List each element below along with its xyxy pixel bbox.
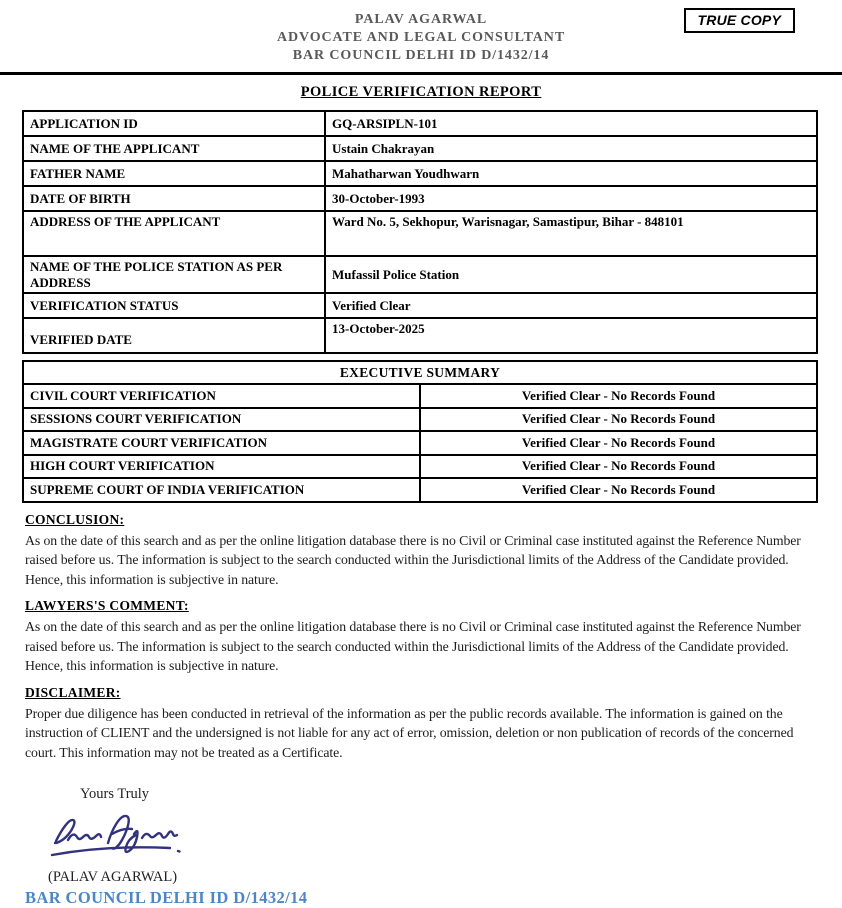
verification-label: SUPREME COURT OF INDIA VERIFICATION bbox=[23, 478, 420, 502]
verification-value: Verified Clear - No Records Found bbox=[420, 455, 817, 479]
detail-label: DATE OF BIRTH bbox=[23, 186, 325, 211]
executive-summary-title: EXECUTIVE SUMMARY bbox=[23, 361, 817, 384]
detail-label: NAME OF THE POLICE STATION AS PER ADDRESS bbox=[23, 256, 325, 293]
executive-summary-table bbox=[22, 360, 818, 503]
header-divider bbox=[0, 72, 842, 75]
table-row bbox=[23, 408, 817, 432]
bar-council-id: BAR COUNCIL DELHI ID D/1432/14 bbox=[25, 888, 308, 907]
lawyers-comment-body: As on the date of this search and as per the online litigation database there is no Civil or Criminal case instituted against the Reference Number raised before us. The information is subject to the search conducted within the Jurisdictional limits of the Address of the Candidate provided. Hence, this information is subjective in nature. bbox=[25, 619, 801, 673]
applicant-details-table bbox=[22, 110, 818, 354]
disclaimer-heading: DISCLAIMER: bbox=[25, 684, 121, 700]
detail-value: 30-October-1993 bbox=[325, 186, 817, 211]
verification-value: Verified Clear - No Records Found bbox=[420, 431, 817, 455]
detail-value: Ward No. 5, Sekhopur, Warisnagar, Samastipur, Bihar - 848101 bbox=[325, 211, 817, 256]
conclusion-section bbox=[25, 512, 814, 590]
advocate-subtitle: ADVOCATE AND LEGAL CONSULTANT bbox=[276, 30, 566, 45]
verification-label: MAGISTRATE COURT VERIFICATION bbox=[23, 431, 420, 455]
table-row bbox=[23, 161, 817, 186]
conclusion-heading: CONCLUSION: bbox=[25, 511, 125, 527]
page-title: POLICE VERIFICATION REPORT bbox=[300, 84, 542, 100]
detail-value: 13-October-2025 bbox=[325, 318, 817, 353]
detail-label: VERIFIED DATE bbox=[23, 318, 325, 353]
verification-label: SESSIONS COURT VERIFICATION bbox=[23, 408, 420, 432]
closing-text: Yours Truly bbox=[80, 786, 150, 802]
detail-label: VERIFICATION STATUS bbox=[23, 293, 325, 318]
table-row bbox=[23, 111, 817, 136]
disclaimer-section bbox=[25, 685, 814, 763]
verification-value: Verified Clear - No Records Found bbox=[420, 384, 817, 408]
verification-label: CIVIL COURT VERIFICATION bbox=[23, 384, 420, 408]
table-row bbox=[23, 186, 817, 211]
disclaimer-body: Proper due diligence has been conducted in retrieval of the information as per the public records available. The information is gained on the instruction of CLIENT and the undersigned is not liable for any act of error, omission, deletion or non publication of records of the concerned court. This information may not be treated as a Certificate. bbox=[25, 705, 794, 760]
lawyers-comment-heading: LAWYERS'S COMMENT: bbox=[25, 598, 189, 613]
detail-value: Mahatharwan Youdhwarn bbox=[325, 161, 817, 186]
signature-block bbox=[42, 807, 842, 869]
verification-value: Verified Clear - No Records Found bbox=[420, 478, 817, 502]
table-row bbox=[23, 455, 817, 479]
detail-label: FATHER NAME bbox=[23, 161, 325, 186]
detail-value: Verified Clear bbox=[325, 293, 817, 318]
table-row bbox=[23, 136, 817, 161]
advocate-name: PALAV AGARWAL bbox=[354, 12, 488, 27]
detail-label: ADDRESS OF THE APPLICANT bbox=[23, 211, 325, 256]
table-row bbox=[23, 431, 817, 455]
detail-value: Mufassil Police Station bbox=[325, 256, 817, 293]
advocate-bar-id: BAR COUNCIL DELHI ID D/1432/14 bbox=[292, 48, 550, 63]
signature-image bbox=[42, 807, 202, 867]
table-header-row bbox=[23, 361, 817, 384]
table-row bbox=[23, 318, 817, 353]
lawyers-comment-section bbox=[25, 598, 814, 676]
table-row bbox=[23, 256, 817, 293]
detail-value: Ustain Chakrayan bbox=[325, 136, 817, 161]
detail-label: NAME OF THE APPLICANT bbox=[23, 136, 325, 161]
table-row bbox=[23, 384, 817, 408]
conclusion-body: As on the date of this search and as per the online litigation database there is no Civil or Criminal case instituted against the Reference Number raised before us. The information is subject to the search conducted within the Jurisdictional limits of the Address of the Candidate provided. Hence, this information is subjective in nature. bbox=[25, 532, 801, 587]
detail-label: APPLICATION ID bbox=[23, 111, 325, 136]
verification-label: HIGH COURT VERIFICATION bbox=[23, 455, 420, 479]
detail-value: GQ-ARSIPLN-101 bbox=[325, 111, 817, 136]
table-row bbox=[23, 478, 817, 502]
signatory-name: (PALAV AGARWAL) bbox=[48, 869, 178, 885]
verification-value: Verified Clear - No Records Found bbox=[420, 408, 817, 432]
table-row bbox=[23, 211, 817, 256]
true-copy-stamp: TRUE COPY bbox=[684, 8, 795, 33]
table-row bbox=[23, 293, 817, 318]
